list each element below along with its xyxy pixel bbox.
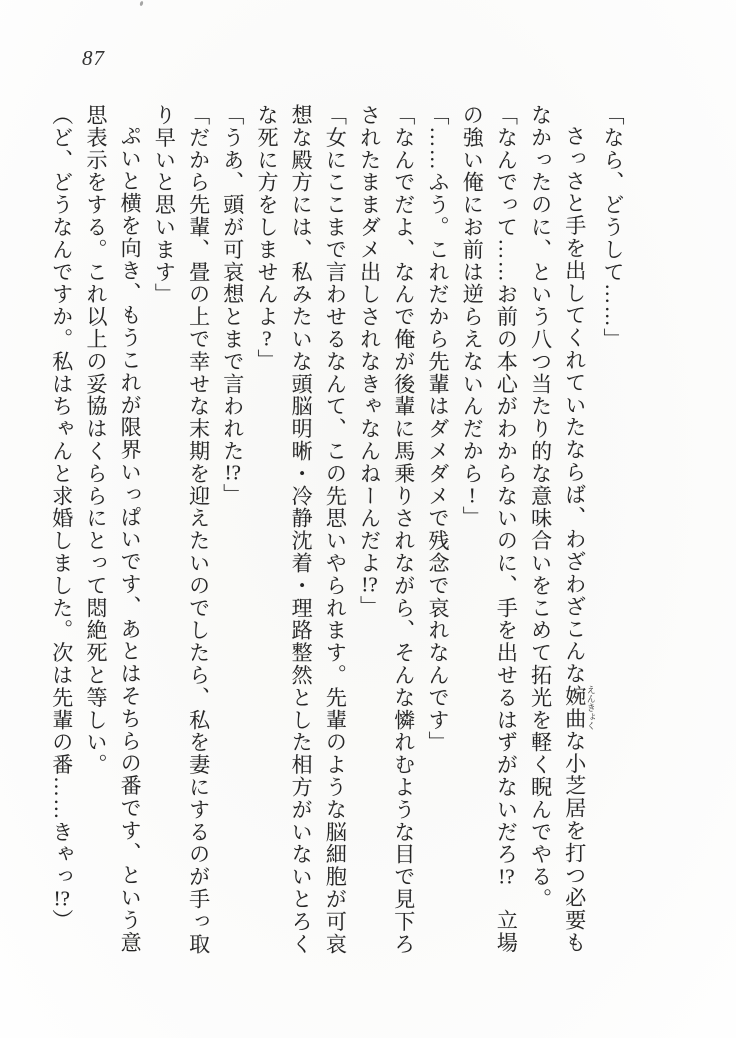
paragraph: 「なんでだよ、なんで俺が後輩に馬乗りされながら、そんな憐れむような目で見下ろされたままダメ出しされなきゃなんねーんだよ!?」: [357, 104, 416, 956]
scan-artifact: [139, 1, 143, 7]
paragraph: 「女にここまで言わせるなんて、この先思いやられます。先輩のような脳細胞が可哀想な殿方には、私みたいな頭脳明晰・冷静沈着・理路整然とした相方がいないとろくな死に方をしませんよ?」: [254, 104, 348, 956]
body-text: [45, 104, 630, 960]
paragraph: 「だから先輩、畳の上で幸せな末期を迎えたいのでしたら、私を妻にするのが手っ取り早いと思います」: [152, 104, 211, 956]
ruby-annotated-word: 婉曲 えんきょく: [562, 684, 596, 730]
paragraph: 「……ふう。これだから先輩はダメダメで残念で哀れなんです」: [425, 104, 450, 754]
tatechuyoko-punctuation: ?: [262, 328, 272, 349]
paragraph: （ど、どうなんですか。私はちゃんと求婚しました。次は先輩の番……きゃっ!?）: [49, 104, 74, 932]
page-number: 87: [82, 46, 105, 70]
tatechuyoko-punctuation: !?: [498, 865, 515, 887]
paragraph: ぷいと横を向き、もうこれが限界いっぱいです、あとはそちらの番です、という意思表示をする。これ以上の妥協はくららにとって悶絶死と等しい。: [83, 104, 143, 954]
tatechuyoko-punctuation: !?: [224, 462, 241, 484]
tatechuyoko-punctuation: !?: [361, 574, 378, 596]
tatechuyoko-punctuation: !?: [53, 888, 70, 909]
tatechuyoko-punctuation: !: [468, 484, 476, 506]
paragraph: さっさと手を出してくれていたならば、わざわざこんな婉曲 えんきょくな小芝居を打つ必要もなかったのに、という八つ当たり的な意味合いをこめて拓光を軽く睨んでやる。: [528, 104, 596, 954]
paragraph: 「なら、どうして……」: [601, 104, 625, 351]
furigana: えんきょく: [585, 684, 596, 730]
paragraph: 「うあ、頭が可哀想とまで言われた!?」: [220, 104, 245, 506]
paragraph: 「なんでって……お前の本心がわからないのに、手を出せるはずがないだろ!? 立場の強い俺にお前は逆らえないんだから!」: [460, 104, 519, 954]
